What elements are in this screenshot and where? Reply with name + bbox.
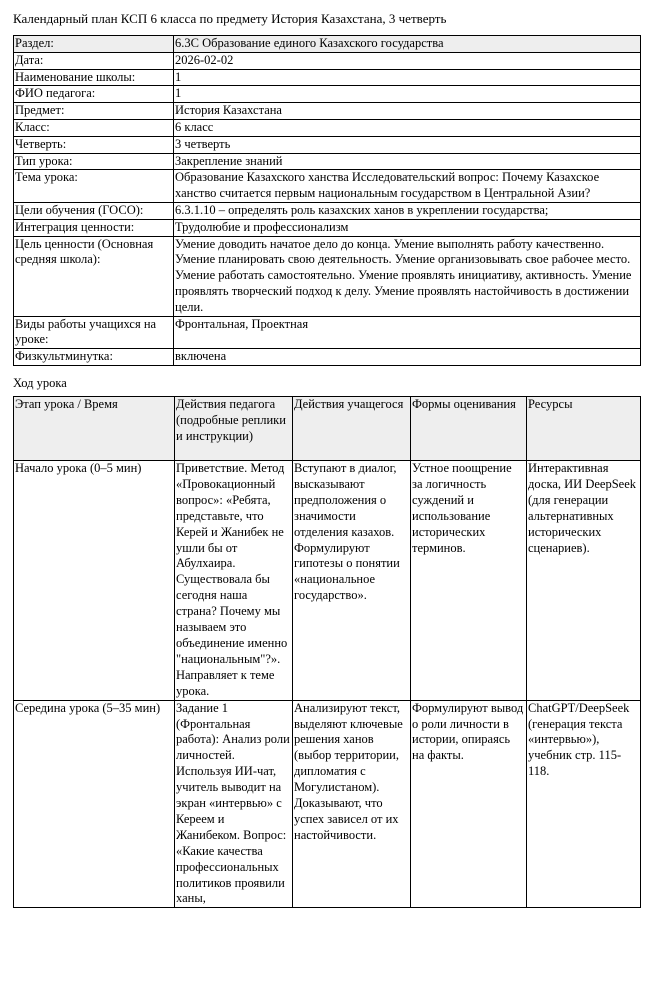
meta-row — [14, 349, 641, 366]
meta-value: Фронтальная, Проектная — [174, 316, 641, 349]
meta-label: Тема урока: — [14, 170, 174, 203]
meta-row — [14, 36, 641, 53]
meta-row — [14, 170, 641, 203]
meta-value: 2026-02-02 — [174, 52, 641, 69]
meta-row — [14, 103, 641, 120]
document-title: Календарный план КСП 6 класса по предмету История Казахстана, 3 четверть — [13, 11, 447, 26]
meta-label: Предмет: — [14, 103, 174, 120]
meta-row — [14, 136, 641, 153]
meta-label: Четверть: — [14, 136, 174, 153]
meta-label: Класс: — [14, 119, 174, 136]
lesson-row — [14, 461, 641, 701]
lesson-cell-resources: Интерактивная доска, ИИ DeepSeek (для генерации альтернативных исторических сценариев). — [527, 461, 641, 701]
lesson-cell-assessment: Устное поощрение за логичность суждений и использование исторических терминов. — [411, 461, 527, 701]
meta-label: Цели обучения (ГОСО): — [14, 202, 174, 219]
meta-value: Закрепление знаний — [174, 153, 641, 170]
meta-label: Физкультминутка: — [14, 349, 174, 366]
meta-value: 1 — [174, 86, 641, 103]
meta-row — [14, 202, 641, 219]
meta-value: 3 четверть — [174, 136, 641, 153]
meta-row — [14, 153, 641, 170]
meta-row — [14, 219, 641, 236]
column-header: Действия учащегося — [293, 397, 411, 461]
lesson-cell-teacher: Задание 1 (Фронтальная работа): Анализ роли личностей. Используя ИИ-чат, учитель выводит на экран «интервью» с Кереем и Жанибеком. Вопрос: «Какие качества профессиональных политиков проявили ханы, — [175, 700, 293, 908]
lesson-cell-resources: ChatGPT/DeepSeek (генерация текста «интервью»), учебник стр. 115-118. — [527, 700, 641, 908]
meta-value: История Казахстана — [174, 103, 641, 120]
lesson-header-row — [14, 397, 641, 461]
meta-value: 6.3.1.10 – определять роль казахских ханов в укреплении государства; — [174, 202, 641, 219]
lesson-cell-student: Анализируют текст, выделяют ключевые решения ханов (выбор территории, дипломатия с Могулистаном). Доказывают, что успех зависел от их настойчивости. — [293, 700, 411, 908]
lesson-meta-table — [13, 35, 641, 366]
meta-label: Наименование школы: — [14, 69, 174, 86]
meta-label: Виды работы учащихся на уроке: — [14, 316, 174, 349]
meta-row — [14, 316, 641, 349]
meta-row — [14, 119, 641, 136]
meta-label: Цель ценности (Основная средняя школа): — [14, 236, 174, 316]
meta-value: Трудолюбие и профессионализм — [174, 219, 641, 236]
meta-value: 6 класс — [174, 119, 641, 136]
column-header: Ресурсы — [527, 397, 641, 461]
meta-label: Интеграция ценности: — [14, 219, 174, 236]
meta-label: Раздел: — [14, 36, 174, 53]
lesson-flow-table — [13, 396, 641, 908]
lesson-cell-teacher: Приветствие. Метод «Провокационный вопрос»: «Ребята, представьте, что Керей и Жанибек не ушли бы от Абулхаира. Существовала бы сегодня наша страна? Почему мы называем это объединение именно "национальным"?». Направляет к теме урока. — [175, 461, 293, 701]
column-header: Действия педагога (подробные реплики и инструкции) — [175, 397, 293, 461]
lesson-cell-student: Вступают в диалог, высказывают предположения о значимости отделения казахов. Формулируют гипотезы о понятии «национальное государство». — [293, 461, 411, 701]
lesson-cell-stage: Начало урока (0–5 мин) — [14, 461, 175, 701]
meta-row — [14, 86, 641, 103]
meta-row — [14, 236, 641, 316]
meta-value: Умение доводить начатое дело до конца. Умение выполнять работу качественно. Умение планировать свою деятельность. Умение организовывать свое рабочее место. Умение работать самостоятельно. Умение проявлять инициативу, активность. Умение проявлять творческий подход к делу. Умение проявлять настойчивость в достижении цели. — [174, 236, 641, 316]
column-header: Формы оценивания — [411, 397, 527, 461]
meta-value: Образование Казахского ханства Исследовательский вопрос: Почему Казахское ханство считается первым национальным государством в Центральной Азии? — [174, 170, 641, 203]
meta-row — [14, 52, 641, 69]
lesson-progress-heading: Ход урока — [13, 376, 67, 390]
lesson-row — [14, 700, 641, 908]
meta-label: Тип урока: — [14, 153, 174, 170]
meta-row — [14, 69, 641, 86]
meta-value: включена — [174, 349, 641, 366]
meta-label: Дата: — [14, 52, 174, 69]
lesson-cell-assessment: Формулируют вывод о роли личности в истории, опираясь на факты. — [411, 700, 527, 908]
column-header: Этап урока / Время — [14, 397, 175, 461]
meta-value: 6.3С Образование единого Казахского государства — [174, 36, 641, 53]
meta-value: 1 — [174, 69, 641, 86]
lesson-cell-stage: Середина урока (5–35 мин) — [14, 700, 175, 908]
meta-label: ФИО педагога: — [14, 86, 174, 103]
